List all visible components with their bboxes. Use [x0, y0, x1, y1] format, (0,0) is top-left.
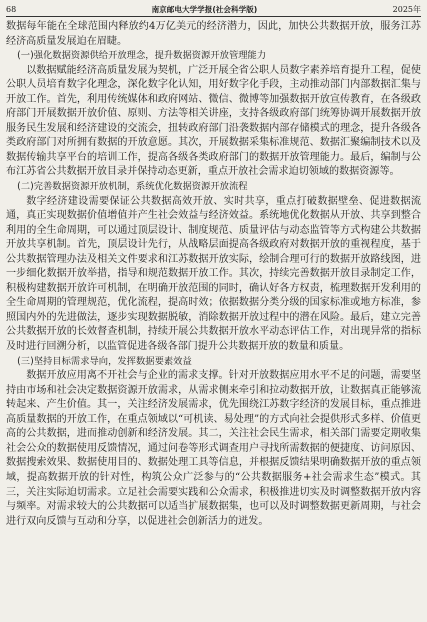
- paragraph-2: 数字经济建设需要保证公共数据高效开放、实时共享，重点打破数据壁垒、促进数据流通，真正实现数据价值增值并产生社会效益与经济效益。系统地优化数据从开放、共享到整合利用的全生命周期，可以通过顶层设计、制度规范、质量评估与动态监管等方式构建公共数据开放共享机制。首先，顶层设计先行，从战略层面提高各级政府对数据开放的重视程度，基于公共数据管理办法及相关文件要求和江苏数据开放实际，绘制合理可行的数据开放路线图，进一步细化数据开放举措，指导和规范数据开放工作。其次，持续完善数据开放目录制定工作，积极构建数据开放许可机制，在明确开放范围的同时，确认好各方权责，梳理数据开发利用的全生命周期的管理规范，优化流程，提高时效；依据数据分类分级的国家标准或地方标准，参照国内外的先进做法，逐步实现数据脱敏，消除数据开放过程中的潜在风险。最后，建立完善公共数据开放的长效督查机制，持续开展公共数据开放水平动态评估工作，对出现异常的指标及时进行回溯分析，以监管促进各级各部门提升公共数据开放的数量和质量。: [6, 195, 421, 353]
- page-number: 68: [6, 4, 17, 14]
- section-heading-1: (一)强化数据资源供给开放理念，提升数据资源开放管理能力: [17, 50, 267, 62]
- paragraph-continued: 数据每年能在全球范围内释放约4万亿美元的经济潜力，因此，加快公共数据开放，服务江苏经济高质量发展迫在眉睫。: [6, 21, 421, 47]
- running-header: [6, 2, 421, 17]
- paragraph-3: 数据开放应用离不开社会与企业的需求支撑。针对开放数据应用水平不足的问题，需要坚持由市场和社会决定数据资源开放需求，从需求侧来牵引和拉动数据开放，让数据真正能够流转起来、产生价值。其一，关注经济发展需求，优先围绕江苏数字经济的发展目标，重点推进高质量数据的开放工作，在重点领域以“可机读、易处理”的方式向社会提供形式多样、价值更高的公共数据，进而推动创新和经济发展。其二，关注社会民生需求，相关部门需要定期收集社会公众的数据使用反馈情况，通过问卷等形式调查用户寻找所需数据的便捷度、访问原因、数据搜索效果、数据使用目的、数据处理工具等信息，并根据反馈结果明确数据开放的重点领域，提高数据开放的针对性，构筑公众广泛参与的“公共数据服务+社会需求生态”模式。其三，关注实际迫切需求。立足社会需要实践和公众需求，积极推进切实及时调整数据开放内容与频率。对需求较大的公共数据可以适当扩展数据集，也可以及时调整数据更新周期，与社会进行双向反馈与互动和分享，以促进社会创新活力的迸发。: [6, 370, 421, 527]
- journal-title: 南京邮电大学学报(社会科学版): [151, 4, 258, 14]
- section-heading-2: (二)完善数据资源开放机制，系统优化数据资源开放流程: [17, 181, 248, 193]
- publication-year: 2025年: [392, 4, 421, 14]
- article-body: [6, 20, 421, 529]
- paragraph-1: 以数据赋能经济高质量发展为契机，广泛开展全省公职人员数字素养培育提升工程，促使公职人员培育数字化理念，深化数字化认知，用好数字化手段，主动推动部门内部数据汇集与开放工作。首先，利用传统媒体和政府网站、微信、微博等加强数据开放宣传教育，在各级政府部门开展数据开放价值、原则、方法等相关讲座，支持各级政府部门统筹协调开展数据开放服务民生发展和经济建设的交流会，扭转政府部门沿袭数据内部存储模式的理念，提升各级各类政府部门对所拥有数据的开放意愿。其次，开展数据采集标准规范、数据汇聚编制技术以及数据传输共享平台的培训工作，提高各级各类政府部门的数据开放管理能力。最后，编制与公布江苏省公共数据开放目录并保持动态更新，重点开放社会需求迫切领域的数据资源等。: [6, 64, 421, 178]
- section-heading-3: (三)坚持目标需求导向，发挥数据要素效益: [17, 355, 192, 367]
